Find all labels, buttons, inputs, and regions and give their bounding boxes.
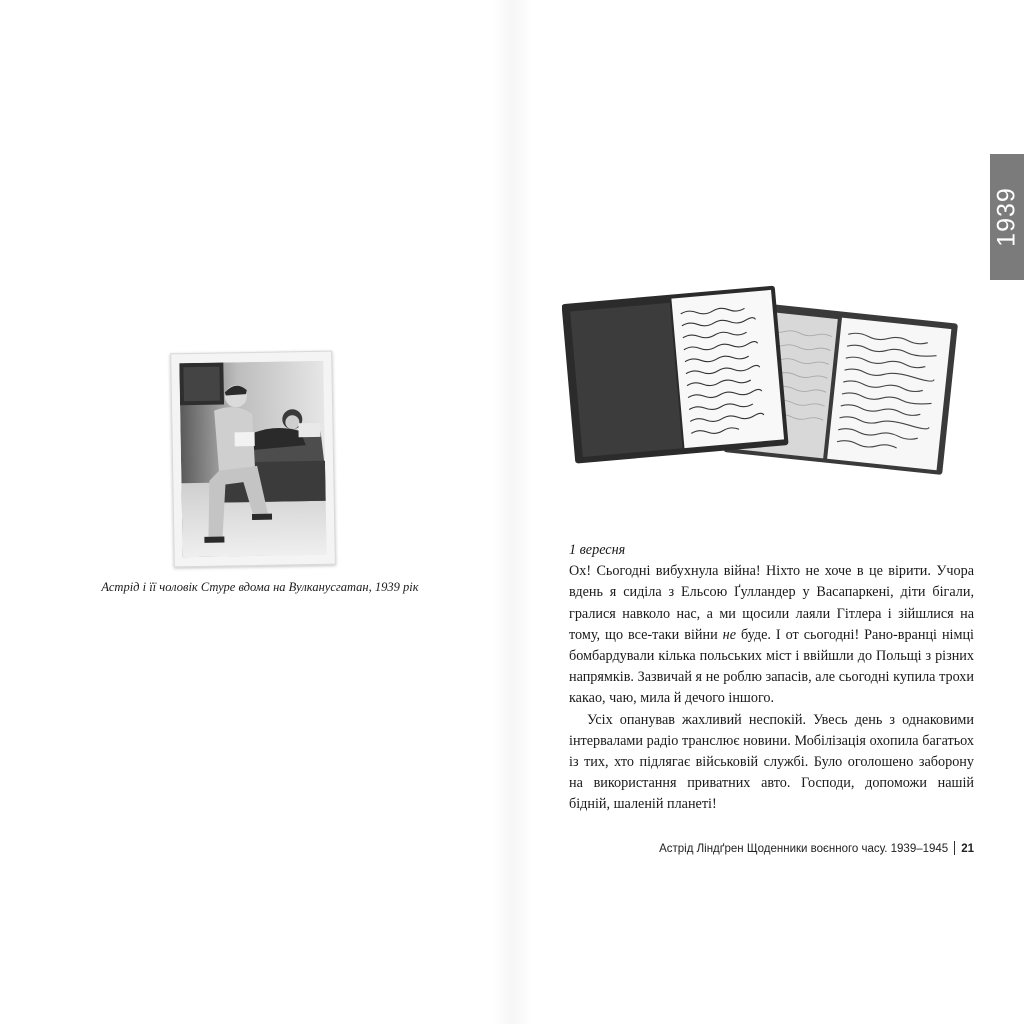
paragraph-1-text-a: Ох! Сьогодні вибухнула війна! Ніхто не хоче в це вірити. Учора вдень я сиділа з Ельсою Ґулландер у Васапаркені, діти бігали, гралися навколо нас, а ми щосили лаяли Гітлера і зійшлися на тому, що все-таки війни: [569, 563, 974, 643]
photo-print: [170, 351, 336, 568]
gutter-shadow: [492, 0, 532, 1024]
diary-entry: [569, 540, 974, 816]
page-number: 21: [961, 843, 974, 855]
couple-reading-photo: [179, 361, 326, 557]
entry-date: 1 вересня: [569, 542, 626, 558]
running-footer: [659, 841, 974, 855]
book-title: Астрід Ліндґрен Щоденники воєнного часу. 1939–1945: [659, 843, 949, 855]
entry-paragraph-2: Усіх опанував жахливий неспокій. Увесь день з однаковими інтервалами радіо транслює новини. Мобілізація охопила багатьох із тих, хто підлягає військовій службі. Було оголошено заборону на використання приватних авто. Господи, допоможи нашій бідній, шаленій планеті!: [569, 711, 974, 813]
entry-paragraph-1: [569, 561, 974, 709]
paragraph-1-text-b: буде. І от сьогодні! Рано-вранці німці бомбардували кілька польських міст і ввійшли до Польщі з різних напрямків. Зазвичай я не роблю запасів, але сьогодні купила трохи какао, чаю, мила й дечого іншого.: [569, 626, 974, 707]
photo-caption: Астрід і її чоловік Стуре вдома на Вулканусгатан, 1939 рік: [101, 580, 419, 594]
footer-divider: [954, 841, 955, 855]
diary-notebooks-illustration: [562, 264, 962, 504]
chapter-year-tab: [990, 154, 1024, 280]
paragraph-1-emphasis: не: [722, 626, 736, 643]
chapter-year-label: 1939: [992, 187, 1021, 247]
